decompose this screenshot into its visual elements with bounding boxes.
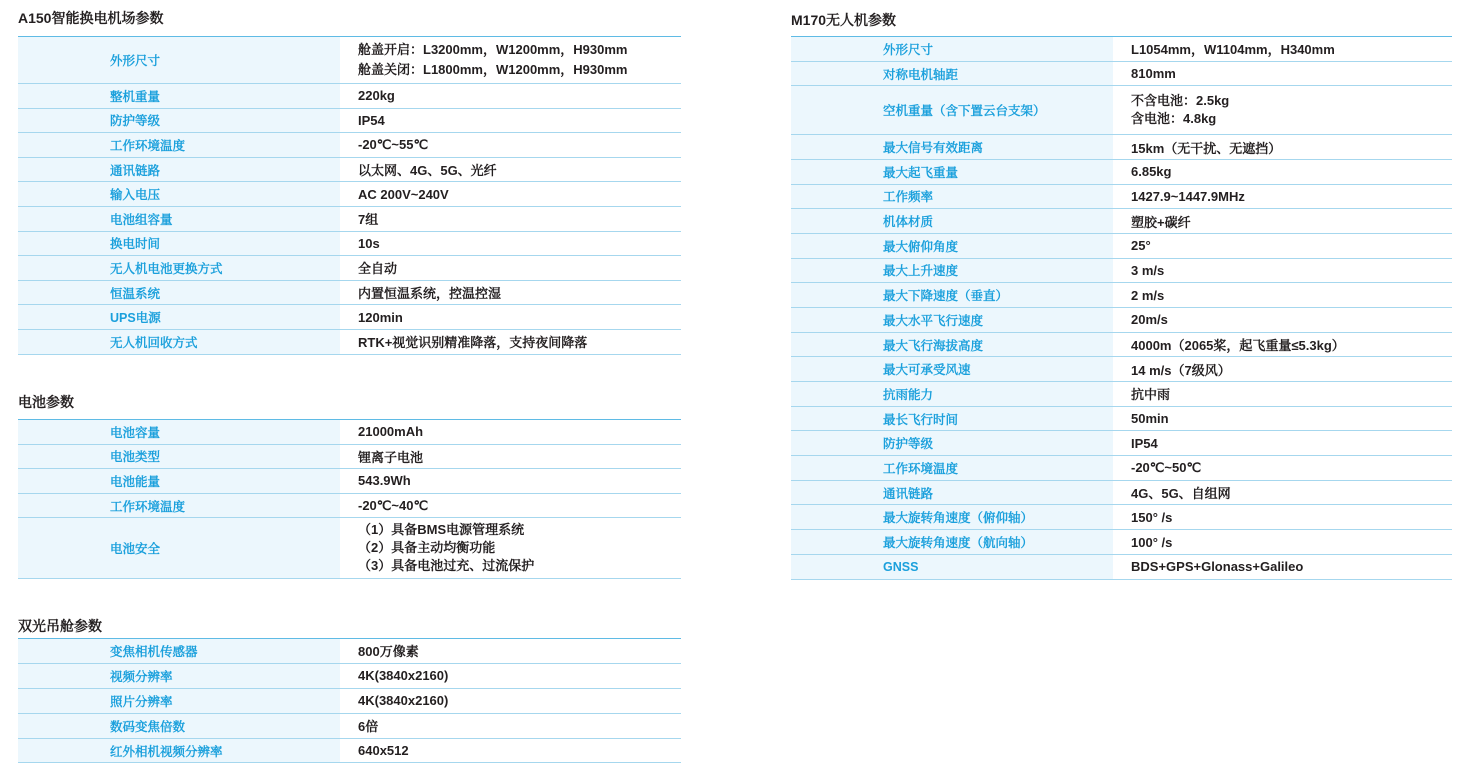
spec-row	[791, 308, 1452, 333]
spec-row	[791, 333, 1452, 358]
spec-row	[18, 232, 681, 257]
spec-label: 电池容量	[18, 420, 340, 444]
spec-value-line: （3）具备电池过充、过流保护	[358, 558, 535, 574]
spec-value: RTK+视觉识别精准降落，支持夜间降落	[358, 335, 588, 351]
spec-label: 视频分辨率	[18, 664, 340, 688]
spec-label: 通讯链路	[18, 158, 340, 182]
spec-value: 4K(3840x2160)	[358, 693, 449, 709]
spec-row	[791, 185, 1452, 210]
spec-label: 防护等级	[18, 109, 340, 133]
spec-row	[18, 133, 681, 158]
spec-row	[18, 494, 681, 519]
spec-value: 21000mAh	[358, 424, 424, 440]
spec-value-line: 不含电池：2.5kg	[1131, 93, 1230, 109]
spec-row	[18, 84, 681, 109]
spec-label: 空机重量（含下置云台支架）	[791, 86, 1113, 134]
spec-value: 543.9Wh	[358, 473, 411, 489]
spec-label: 最大水平飞行速度	[791, 308, 1113, 332]
spec-row	[791, 62, 1452, 87]
spec-value: IP54	[358, 112, 385, 128]
spec-label: 无人机电池更换方式	[18, 256, 340, 280]
spec-label: 抗雨能力	[791, 382, 1113, 406]
spec-label: 电池安全	[18, 518, 340, 578]
spec-label: 通讯链路	[791, 481, 1113, 505]
spec-label: 工作环境温度	[791, 456, 1113, 480]
spec-row	[791, 86, 1452, 135]
spec-row	[791, 481, 1452, 506]
spec-row	[791, 135, 1452, 160]
spec-row	[18, 689, 681, 714]
spec-label: UPS电源	[18, 305, 340, 329]
spec-row	[791, 209, 1452, 234]
spec-row	[18, 469, 681, 494]
battery-spec-table	[18, 419, 681, 579]
spec-value: -20℃~40℃	[358, 497, 429, 513]
spec-row	[18, 281, 681, 306]
spec-label: 电池类型	[18, 445, 340, 469]
spec-label: 电池能量	[18, 469, 340, 493]
spec-label: 最大俯仰角度	[791, 234, 1113, 258]
spec-label: 最大飞行海拔高度	[791, 333, 1113, 357]
spec-row	[791, 283, 1452, 308]
spec-row	[18, 445, 681, 470]
spec-label: 恒温系统	[18, 281, 340, 305]
spec-value-line: 舱盖关闭：L1800mm，W1200mm，H930mm	[358, 62, 628, 77]
spec-label: 最大信号有效距离	[791, 135, 1113, 159]
spec-label: 最大可承受风速	[791, 357, 1113, 381]
spec-label: 整机重量	[18, 84, 340, 108]
spec-value: 内置恒温系统，控温控湿	[358, 286, 502, 302]
spec-value	[340, 37, 681, 83]
spec-label: 数码变焦倍数	[18, 714, 340, 738]
spec-row	[18, 256, 681, 281]
spec-value: 以太网、4G、5G、光纤	[358, 163, 497, 179]
spec-value: 220kg	[358, 88, 395, 104]
gimbal-spec-table	[18, 638, 681, 763]
spec-value: 锂离子电池	[358, 449, 424, 465]
spec-value: IP54	[1131, 435, 1158, 451]
spec-row	[18, 182, 681, 207]
spec-label: 工作频率	[791, 185, 1113, 209]
spec-label: 输入电压	[18, 182, 340, 206]
spec-label: 最大旋转角速度（航向轴）	[791, 530, 1113, 554]
spec-row	[18, 109, 681, 134]
spec-value-line: 含电池：4.8kg	[1131, 111, 1217, 127]
spec-row	[18, 664, 681, 689]
spec-label: 工作环境温度	[18, 494, 340, 518]
spec-value: 4K(3840x2160)	[358, 668, 449, 684]
spec-value-line: （2）具备主动均衡功能	[358, 540, 496, 556]
spec-row	[791, 505, 1452, 530]
spec-value: 15km（无干扰、无遮挡）	[1131, 140, 1282, 156]
spec-value	[340, 518, 681, 578]
spec-row	[791, 357, 1452, 382]
spec-value-line: 舱盖开启：L3200mm，W1200mm，H930mm	[358, 42, 628, 57]
spec-value: 6.85kg	[1131, 164, 1172, 180]
spec-value: 50min	[1131, 411, 1169, 427]
m170-spec-table	[791, 36, 1452, 580]
spec-row	[791, 382, 1452, 407]
gimbal-section-title: 双光吊舱参数	[18, 618, 102, 634]
spec-label: 机体材质	[791, 209, 1113, 233]
spec-row	[18, 518, 681, 579]
spec-row	[791, 37, 1452, 62]
spec-row	[791, 555, 1452, 580]
spec-label: 换电时间	[18, 232, 340, 256]
spec-row	[791, 431, 1452, 456]
spec-label: 无人机回收方式	[18, 330, 340, 354]
spec-label: 对称电机轴距	[791, 62, 1113, 86]
spec-label: 最大上升速度	[791, 259, 1113, 283]
spec-value: -20℃~50℃	[1131, 459, 1202, 475]
spec-row	[18, 739, 681, 764]
spec-value: 抗中雨	[1131, 387, 1171, 403]
spec-label: 红外相机视频分辨率	[18, 739, 340, 763]
spec-value: 3 m/s	[1131, 262, 1165, 278]
spec-label: 防护等级	[791, 431, 1113, 455]
spec-row	[791, 234, 1452, 259]
m170-section-title: M170无人机参数	[791, 12, 897, 28]
spec-value: 640x512	[358, 743, 409, 758]
spec-value: 150° /s	[1131, 509, 1173, 525]
spec-value-line: （1）具备BMS电源管理系统	[358, 522, 525, 538]
spec-label: 照片分辨率	[18, 689, 340, 713]
spec-value: 800万像素	[358, 644, 419, 660]
spec-row	[791, 160, 1452, 185]
spec-row	[18, 158, 681, 183]
spec-value: 25°	[1131, 238, 1151, 254]
spec-row	[18, 330, 681, 355]
a150-spec-table	[18, 36, 681, 355]
spec-label: 最大下降速度（垂直）	[791, 283, 1113, 307]
spec-row	[791, 530, 1452, 555]
spec-row	[18, 420, 681, 445]
spec-value: 2 m/s	[1131, 287, 1165, 303]
spec-value: BDS+GPS+Glonass+Galileo	[1131, 559, 1304, 575]
spec-value: 6倍	[358, 719, 379, 735]
spec-row	[18, 639, 681, 664]
spec-row	[791, 407, 1452, 432]
spec-value: 100° /s	[1131, 534, 1173, 550]
spec-row	[18, 207, 681, 232]
spec-row	[18, 305, 681, 330]
spec-label: 最大起飞重量	[791, 160, 1113, 184]
spec-value: L1054mm，W1104mm，H340mm	[1131, 42, 1335, 58]
spec-value: 1427.9~1447.9MHz	[1131, 188, 1245, 204]
spec-row	[791, 259, 1452, 284]
spec-value: -20℃~55℃	[358, 136, 429, 152]
spec-label: 外形尺寸	[18, 37, 340, 83]
spec-value	[1113, 86, 1452, 134]
spec-row	[18, 37, 681, 84]
spec-value: 7组	[358, 212, 379, 228]
spec-label: 工作环境温度	[18, 133, 340, 157]
spec-label: 电池组容量	[18, 207, 340, 231]
battery-section-title: 电池参数	[18, 394, 74, 410]
spec-value: 20m/s	[1131, 312, 1168, 328]
spec-label: 外形尺寸	[791, 37, 1113, 61]
spec-label: 变焦相机传感器	[18, 639, 340, 663]
spec-value: 810mm	[1131, 66, 1176, 82]
spec-label: 最长飞行时间	[791, 407, 1113, 431]
spec-value: 10s	[358, 235, 380, 251]
spec-label: 最大旋转角速度（俯仰轴）	[791, 505, 1113, 529]
spec-value: 120min	[358, 309, 403, 325]
spec-value: 全自动	[358, 261, 398, 277]
spec-value: 14 m/s（7级风）	[1131, 362, 1231, 378]
spec-value: 4G、5G、自组网	[1131, 486, 1231, 502]
spec-label: GNSS	[791, 555, 1113, 579]
spec-value: AC 200V~240V	[358, 186, 449, 202]
spec-row	[18, 714, 681, 739]
spec-value: 4000m（2065桨，起飞重量≤5.3kg）	[1131, 338, 1345, 354]
spec-value: 塑胶+碳纤	[1131, 214, 1191, 230]
a150-section-title: A150智能换电机场参数	[18, 10, 164, 26]
spec-row	[791, 456, 1452, 481]
